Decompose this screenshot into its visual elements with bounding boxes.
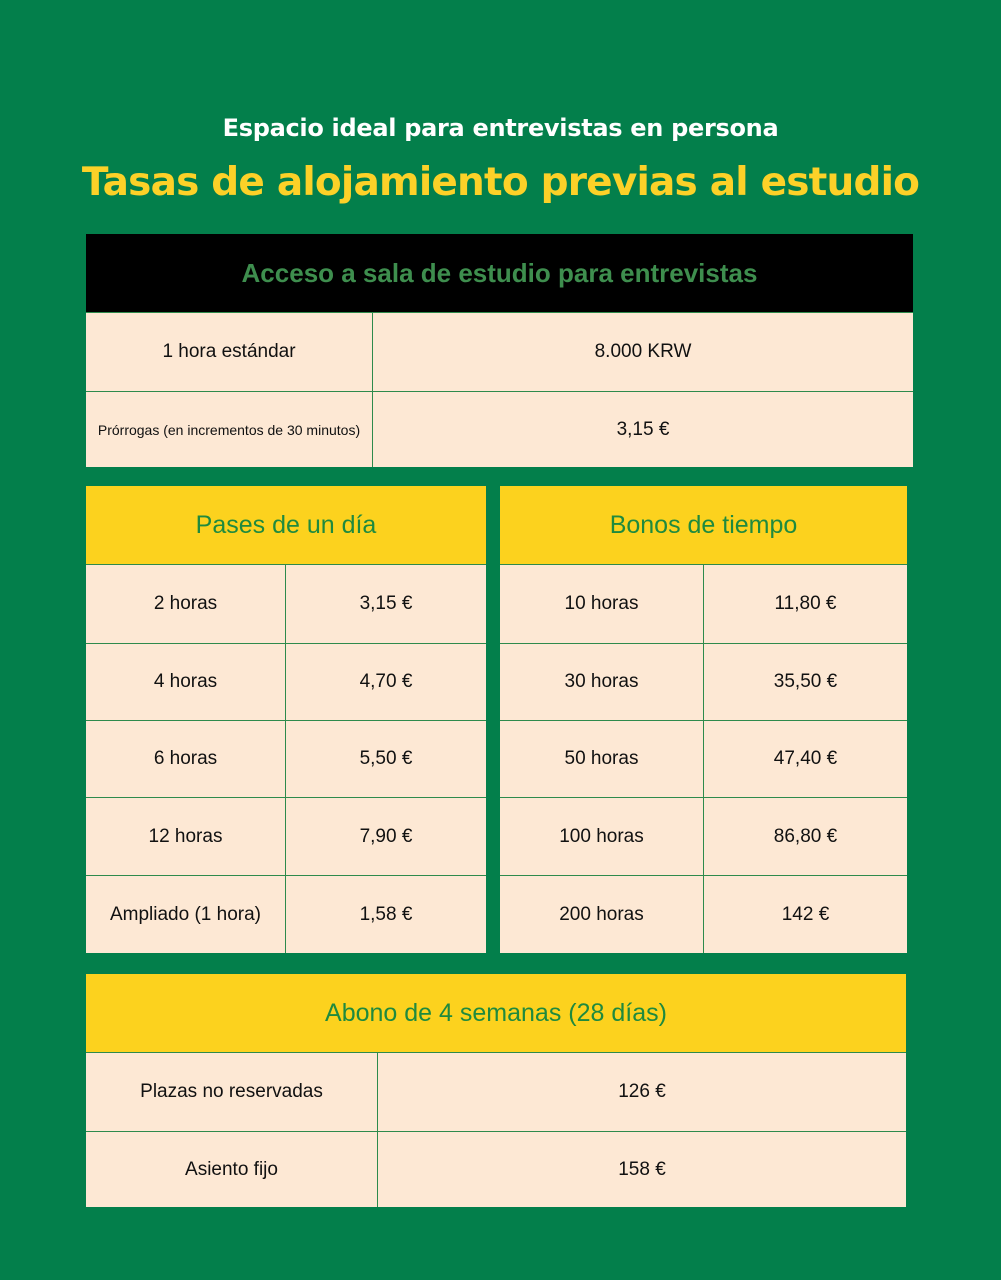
row-price: 158 € [377,1132,906,1207]
row-label: 1 hora estándar [86,313,372,391]
table-row [86,391,913,467]
row-price: 35,50 € [703,644,907,720]
table-row [500,564,907,643]
row-label: Plazas no reservadas [86,1053,377,1131]
row-price: 3,15 € [372,392,913,467]
study-room-table [86,234,913,467]
row-price: 1,58 € [285,876,486,953]
row-price: 126 € [377,1053,906,1131]
row-label: 100 horas [500,798,703,875]
table-row [86,312,913,391]
row-label: 2 horas [86,565,285,643]
day-passes-table [86,486,486,953]
row-price: 11,80 € [703,565,907,643]
row-price: 86,80 € [703,798,907,875]
page-subtitle: Espacio ideal para entrevistas en persona [222,114,779,142]
table-row [86,1052,906,1131]
time-bonds-heading: Bonos de tiempo [500,486,907,564]
row-label: 30 horas [500,644,703,720]
table-row [500,643,907,720]
row-label: Ampliado (1 hora) [86,876,285,953]
table-row [86,720,486,797]
row-label: 12 horas [86,798,285,875]
time-bonds-table [500,486,907,953]
row-price: 7,90 € [285,798,486,875]
row-price: 3,15 € [285,565,486,643]
table-row [500,720,907,797]
four-week-heading: Abono de 4 semanas (28 días) [86,974,906,1052]
table-row [500,875,907,953]
table-row [86,564,486,643]
row-price: 4,70 € [285,644,486,720]
row-label: 50 horas [500,721,703,797]
four-week-table [86,974,906,1207]
row-label: 10 horas [500,565,703,643]
day-passes-heading: Pases de un día [86,486,486,564]
row-label: Prórrogas (en incrementos de 30 minutos) [86,392,372,467]
table-row [86,643,486,720]
row-price: 5,50 € [285,721,486,797]
row-label: 4 horas [86,644,285,720]
table-row [86,1131,906,1207]
study-room-heading: Acceso a sala de estudio para entrevistas [86,234,913,312]
table-row [86,797,486,875]
row-price: 47,40 € [703,721,907,797]
row-label: 6 horas [86,721,285,797]
row-label: 200 horas [500,876,703,953]
table-row [86,875,486,953]
row-label: Asiento fijo [86,1132,377,1207]
row-price: 142 € [703,876,907,953]
page-title: Tasas de alojamiento previas al estudio [81,160,920,205]
table-row [500,797,907,875]
row-price: 8.000 KRW [372,313,913,391]
